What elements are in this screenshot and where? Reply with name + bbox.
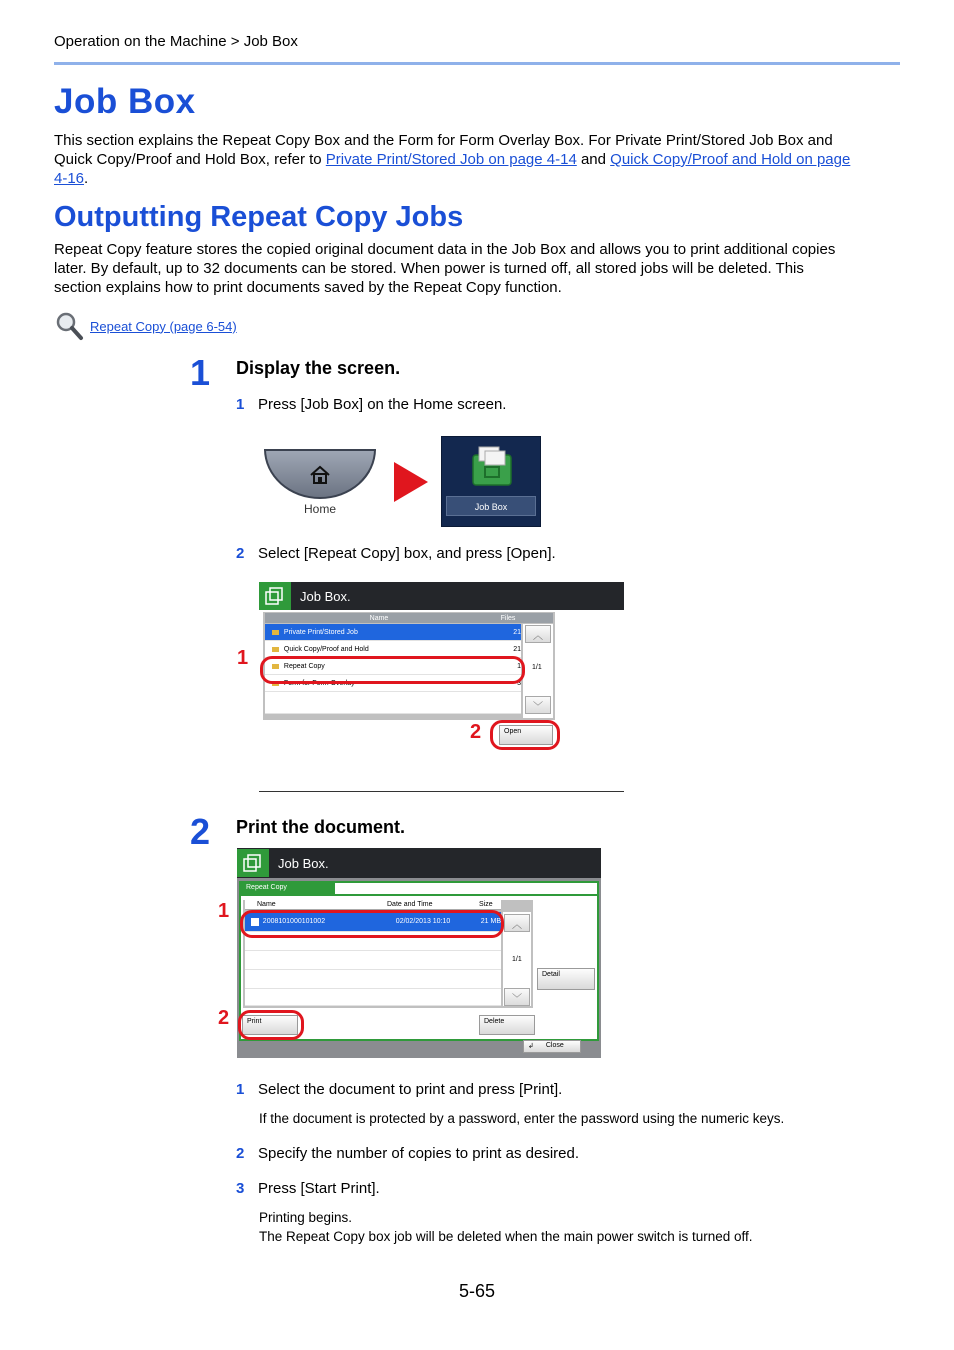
- substep-num: 1: [236, 396, 245, 413]
- tab-line: [240, 894, 599, 896]
- substep-text: Select the document to print and press [Print].: [258, 1081, 563, 1098]
- scroll-down-button[interactable]: [504, 988, 530, 1006]
- print-button[interactable]: Print: [242, 1015, 298, 1035]
- callout-circle-2: [238, 1010, 304, 1040]
- detail-button[interactable]: Detail: [537, 968, 595, 990]
- item-name: Quick Copy/Proof and Hold: [283, 645, 369, 653]
- folder-icon: [272, 630, 279, 635]
- job-box-tile[interactable]: [441, 436, 541, 527]
- home-icon: [309, 465, 331, 485]
- scroll-down-button[interactable]: [525, 696, 551, 714]
- doc-date: 02/02/2013 10:10: [395, 918, 451, 925]
- table-row-empty: [245, 970, 501, 989]
- step-number-1: 1: [190, 352, 211, 393]
- substep-num: 3: [236, 1180, 245, 1197]
- list-header: [265, 613, 553, 623]
- intro-paragraph: [54, 131, 904, 188]
- list-header: [245, 900, 501, 910]
- job-box-icon: [469, 443, 515, 489]
- breadcrumb: Operation on the Machine > Job Box: [54, 33, 298, 50]
- substep-2-1-note: If the document is protected by a password, enter the password using the numeric keys.: [259, 1111, 785, 1126]
- chevron-up-icon: ︿: [512, 919, 522, 931]
- note-line-1: Printing begins.: [259, 1210, 353, 1225]
- screen-header: [237, 848, 601, 878]
- link-quick-copy[interactable]: Quick Copy/Proof and Hold on page: [610, 151, 851, 168]
- chevron-up-icon: ︿: [533, 630, 543, 642]
- screen-header: [259, 582, 624, 610]
- home-button[interactable]: [264, 449, 376, 499]
- open-button[interactable]: Open: [499, 725, 553, 745]
- substep-text: Specify the number of copies to print as desired.: [258, 1145, 580, 1162]
- table-row-empty: [245, 951, 501, 970]
- note-line-2: The Repeat Copy box job will be deleted when the main power switch is turned off.: [259, 1229, 753, 1244]
- callout-circle-2: [490, 720, 560, 750]
- magnifier-icon: [54, 311, 84, 341]
- header-rule: [54, 62, 900, 65]
- section-line-3: section explains how to print documents saved by the Repeat Copy function.: [54, 279, 562, 296]
- item-name: Form for Form Overlay: [283, 679, 355, 687]
- job-box-icon: [259, 582, 291, 610]
- home-label: Home: [303, 502, 336, 516]
- substep-text: Select [Repeat Copy] box, and press [Open].: [258, 545, 556, 562]
- intro-text-and: and: [576, 151, 611, 168]
- callout-label-2: 2: [470, 721, 482, 743]
- callout-circle-1: [240, 910, 504, 938]
- return-icon: ↲: [528, 1043, 534, 1050]
- substep-2-1: [236, 1081, 562, 1098]
- substep-2-3: [236, 1180, 380, 1197]
- chevron-down-icon: ﹀: [512, 993, 522, 1005]
- reference: [54, 311, 237, 341]
- substep-1-2: [236, 545, 556, 562]
- tab-repeat-copy[interactable]: Repeat Copy: [240, 882, 335, 894]
- list-item-empty: [265, 692, 521, 714]
- substep-num: 2: [236, 1145, 245, 1162]
- callout-label-1: 1: [218, 900, 230, 922]
- callout-circle-1: [260, 656, 525, 684]
- intro-text: Quick Copy/Proof and Hold Box, refer to: [54, 151, 326, 168]
- item-files: 21: [513, 645, 521, 653]
- page-title: Job Box: [54, 82, 196, 121]
- arrow-right-icon: [394, 462, 428, 502]
- doc-size: 21 MB: [480, 918, 502, 925]
- substep-text: Press [Start Print].: [258, 1180, 380, 1197]
- job-box-label: Job Box: [446, 496, 536, 516]
- intro-period: .: [84, 170, 89, 187]
- list-item[interactable]: [265, 624, 521, 641]
- section-line-1: Repeat Copy feature stores the copied original document data in the Job Box and allows you to print additional copies: [54, 241, 836, 258]
- step-number-2: 2: [190, 811, 211, 852]
- scroll-up-button[interactable]: [525, 625, 551, 643]
- callout-label-1: 1: [237, 647, 249, 669]
- substep-1-1: [236, 396, 506, 413]
- item-name: Repeat Copy: [283, 662, 325, 670]
- link-quick-copy-page[interactable]: 4-16: [54, 170, 85, 187]
- substep-num: 1: [236, 1081, 245, 1098]
- item-files: 3: [517, 679, 521, 687]
- scroll-up-button[interactable]: [504, 914, 530, 932]
- step-title-1: Display the screen.: [236, 358, 401, 378]
- item-files: 21: [513, 628, 521, 636]
- substep-text: Press [Job Box] on the Home screen.: [258, 396, 507, 413]
- substep-2-2: [236, 1145, 579, 1162]
- folder-icon: [272, 647, 279, 652]
- step-title-2: Print the document.: [236, 817, 406, 837]
- page-number: 5-65: [458, 1281, 496, 1301]
- delete-button[interactable]: Delete: [479, 1015, 535, 1035]
- job-box-screen-1: [259, 582, 624, 792]
- doc-name: 2008101000101002: [262, 918, 326, 925]
- col-files: Files: [500, 614, 516, 622]
- section-line-2: later. By default, up to 32 documents can be stored. When power is turned off, all stored jobs will be deleted. This: [54, 260, 804, 277]
- intro-line-3: [54, 169, 904, 188]
- substep-num: 2: [236, 545, 245, 562]
- page-indicator: 1/1: [512, 956, 522, 963]
- callout-label-2: 2: [218, 1007, 230, 1029]
- col-date[interactable]: Date and Time: [387, 901, 433, 908]
- intro-line-1: This section explains the Repeat Copy Box and the Form for Form Overlay Box. For Private Print/Stored Job Box and: [54, 132, 833, 149]
- section-paragraph: [54, 240, 904, 297]
- item-name: Private Print/Stored Job: [283, 628, 358, 636]
- col-size[interactable]: Size: [479, 901, 493, 908]
- close-button[interactable]: [523, 1040, 581, 1053]
- link-private-print[interactable]: Private Print/Stored Job on page 4-14: [325, 151, 577, 168]
- job-box-icon: [237, 849, 269, 877]
- section-title: Outputting Repeat Copy Jobs: [54, 201, 464, 233]
- table-row-empty: [245, 989, 501, 1006]
- col-name[interactable]: Name: [257, 901, 276, 908]
- col-name: Name: [369, 614, 389, 622]
- substep-2-3-note: [259, 1208, 753, 1246]
- close-label: Close: [545, 1042, 564, 1049]
- item-files: 1: [517, 662, 521, 670]
- screen-title: Job Box.: [300, 588, 351, 604]
- link-repeat-copy[interactable]: Repeat Copy (page 6-54): [90, 318, 237, 334]
- screen-title: Job Box.: [278, 855, 329, 871]
- intro-line-2: [54, 150, 904, 169]
- chevron-down-icon: ﹀: [533, 701, 543, 713]
- page-indicator: 1/1: [532, 664, 542, 671]
